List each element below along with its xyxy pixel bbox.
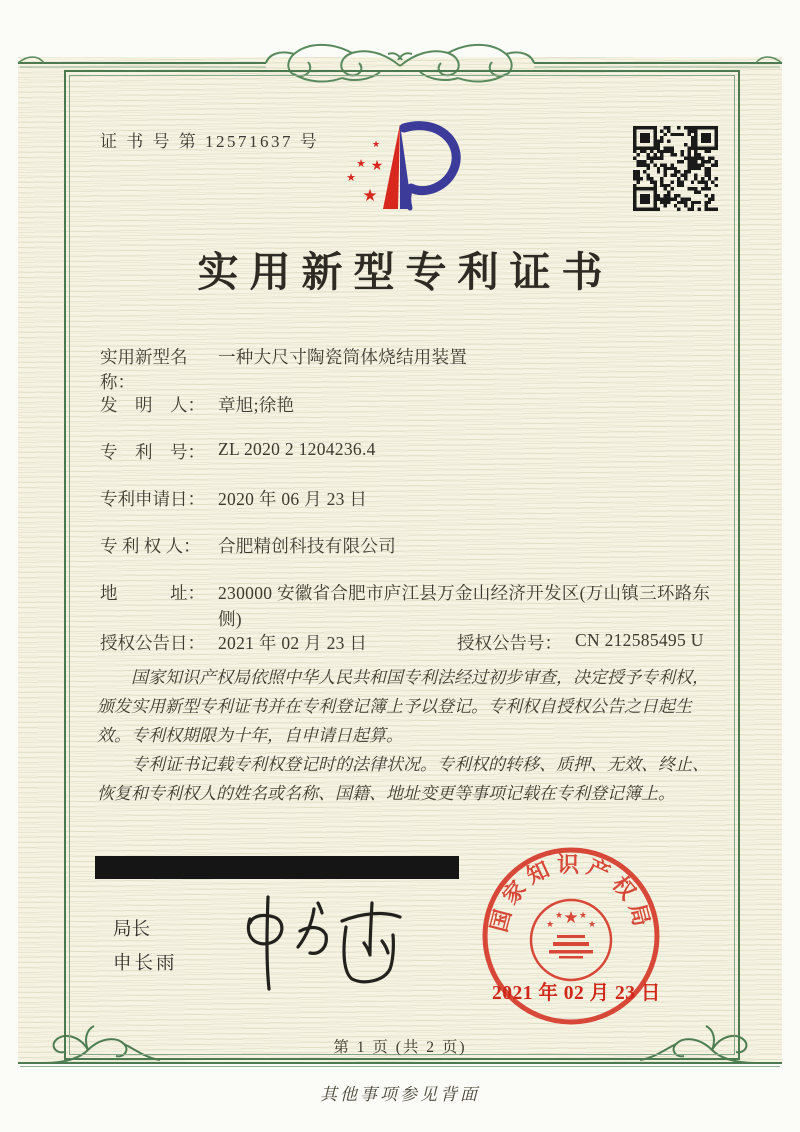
field-row-address bbox=[100, 580, 723, 633]
body-paragraph-2: 专利证书记载专利权登记时的法律状况。专利权的转移、质押、无效、终止、恢复和专利权人的姓名或名称、国籍、地址变更等事项记载在专利登记簿上。 bbox=[97, 755, 709, 803]
back-note: 其他事项参见背面 bbox=[320, 1085, 480, 1104]
svg-text:★: ★ bbox=[554, 911, 564, 921]
svg-text:★: ★ bbox=[371, 140, 381, 150]
svg-text:★: ★ bbox=[587, 920, 597, 930]
field-value: 一种大尺寸陶瓷筒体烧结用装置 bbox=[218, 347, 468, 367]
field-label: 专 利 号： bbox=[100, 442, 205, 462]
field-value: 2020 年 06 月 23 日 bbox=[218, 489, 368, 509]
signature bbox=[226, 891, 426, 991]
field-value: CN 212585495 U bbox=[575, 630, 704, 650]
legal-text bbox=[97, 663, 715, 808]
seal-date: 2021 年 02 月 23 日 bbox=[492, 983, 661, 1004]
field-label: 实用新型名称： bbox=[100, 347, 188, 392]
page-number: 第 1 页 (共 2 页) bbox=[333, 1039, 467, 1056]
svg-text:★: ★ bbox=[356, 157, 366, 170]
field-value: ZL 2020 2 1204236.4 bbox=[218, 439, 376, 459]
field-value: 2021 年 02 月 23 日 bbox=[218, 633, 368, 653]
field-row-grant bbox=[100, 630, 704, 655]
field-row-inventor bbox=[100, 392, 294, 417]
national-emblem bbox=[546, 908, 596, 959]
svg-text:★: ★ bbox=[362, 186, 378, 206]
field-label: 发 明 人： bbox=[100, 395, 205, 415]
signer-name: 申长雨 bbox=[113, 954, 178, 974]
field-row-patent-number bbox=[100, 439, 376, 464]
field-label: 专 利 权 人： bbox=[100, 536, 201, 556]
svg-text:★: ★ bbox=[563, 908, 579, 928]
certificate-number: 证 书 号 第 12571637 号 bbox=[100, 132, 320, 151]
svg-text:★: ★ bbox=[346, 171, 356, 184]
body-paragraph-1: 国家知识产权局依照中华人民共和国专利法经过初步审查，决定授予专利权，颁发实用新型专利证书并在专利登记簿上予以登记。专利权自授权公告之日起生效。专利权期限为十年，自申请日起算。 bbox=[97, 668, 709, 745]
svg-text:★: ★ bbox=[545, 920, 555, 930]
field-row-patentee bbox=[100, 533, 396, 558]
field-row-application-date bbox=[100, 486, 367, 511]
svg-text:★: ★ bbox=[578, 911, 588, 921]
signer-title: 局长 bbox=[113, 920, 151, 940]
redaction-bar bbox=[95, 856, 459, 879]
field-label: 地 址： bbox=[100, 583, 205, 603]
field-value: 230000 安徽省合肥市庐江县万金山经济开发区(万山镇三环路东侧) bbox=[218, 583, 711, 630]
field-value: 章旭;徐艳 bbox=[218, 395, 295, 415]
field-label: 专利申请日： bbox=[100, 489, 205, 509]
cnipa-logo bbox=[328, 110, 478, 220]
field-row-name bbox=[100, 344, 467, 394]
svg-text:★: ★ bbox=[370, 158, 384, 174]
qr-code bbox=[633, 126, 718, 211]
seal-text: 国家知识产权局 bbox=[486, 851, 656, 935]
field-label: 授权公告号： bbox=[457, 633, 562, 653]
certificate-title: 实用新型专利证书 bbox=[197, 249, 614, 295]
field-value: 合肥精创科技有限公司 bbox=[218, 536, 396, 556]
field-label: 授权公告日： bbox=[100, 633, 205, 653]
